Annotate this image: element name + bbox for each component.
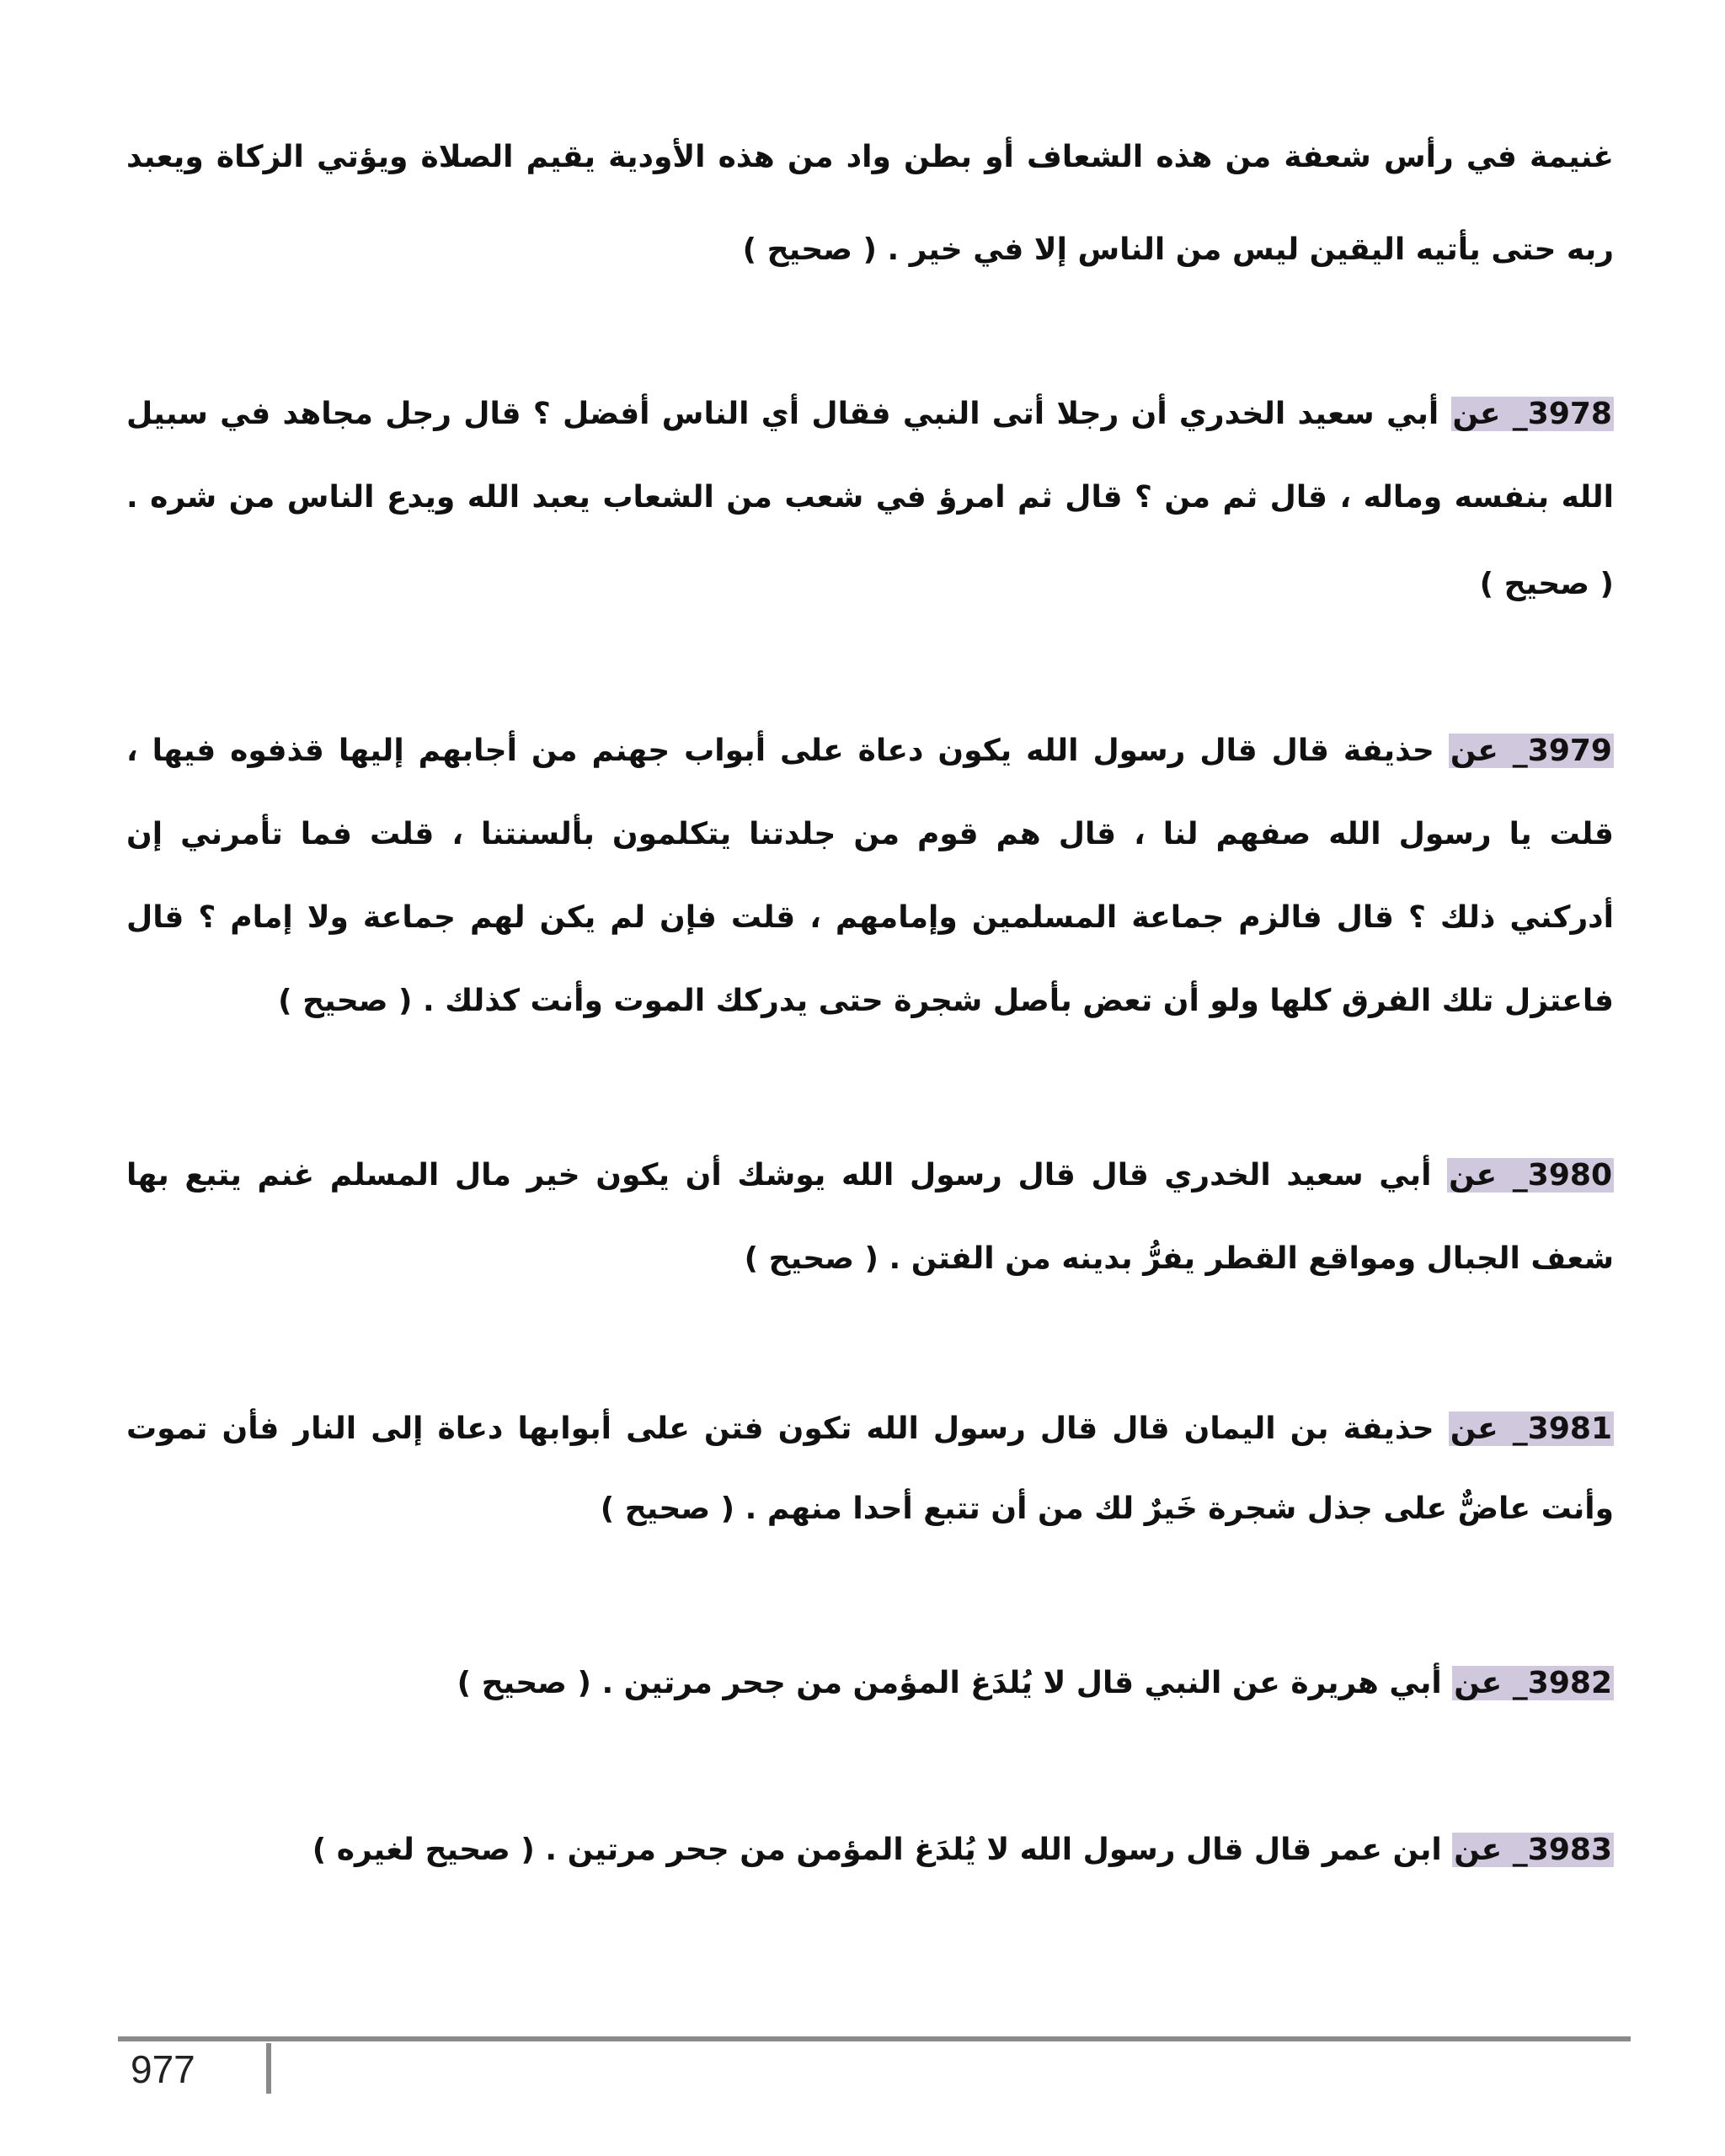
page-number: 977: [131, 2047, 195, 2091]
hadith-number-highlight: [1452, 1666, 1614, 1700]
text-line: ربه حتى يأتيه اليقين ليس من الناس إلا في خير . ( صحيح ): [742, 232, 1614, 267]
hadith-number-highlight: [1452, 1833, 1614, 1867]
hadith-prefix: عن: [1454, 1833, 1503, 1867]
text-line: فاعتزل تلك الفرق كلها ولو أن تعض بأصل شجرة حتى يدركك الموت وأنت كذلك . ( صحيح ): [278, 984, 1614, 1018]
hadith-number: 3983_: [1512, 1833, 1612, 1867]
hadith-number-highlight: [1447, 1158, 1614, 1193]
text-line: قلت يا رسول الله صفهم لنا ، قال هم قوم من جلدتنا يتكلمون بألسنتنا ، قلت فما تأمرني إن: [126, 817, 1614, 851]
hadith-prefix: عن: [1450, 1412, 1498, 1446]
hadith-number: 3981_: [1512, 1412, 1612, 1446]
text-line: وأنت عاضٌّ على جذل شجرة خَيرٌ لك من أن تتبع أحدا منهم . ( صحيح ): [600, 1492, 1614, 1526]
hadith-number: 3982_: [1512, 1666, 1612, 1700]
text-line: ( صحيح ): [1479, 567, 1614, 601]
text-line: [126, 1658, 1614, 1709]
text: أبي سعيد الخدري قال قال رسول الله يوشك أن يكون خير مال المسلم غنم يتبع بها: [126, 1158, 1432, 1193]
text-line: أدركني ذلك ؟ قال فالزم جماعة المسلمين وإمامهم ، قلت فإن لم يكن لهم جماعة ولا إمام ؟ قال: [126, 900, 1614, 935]
hadith-prefix: عن: [1449, 1158, 1498, 1193]
text-line: الله بنفسه وماله ، قال ثم من ؟ قال ثم امرؤ في شعب من الشعاب يعبد الله ويدع الناس من شره .: [126, 480, 1614, 515]
hadith-prefix: عن: [1452, 397, 1501, 431]
text: حذيفة قال قال رسول الله يكون دعاة على أبواب جهنم من أجابهم إليها قذفوه فيها ،: [126, 734, 1434, 768]
text: أبي هريرة عن النبي قال لا يُلدَغ المؤمن من جحر مرتين . ( صحيح ): [457, 1666, 1442, 1700]
text: حذيفة بن اليمان قال قال رسول الله تكون فتن على أبوابها دعاة إلى النار فأن تموت: [126, 1412, 1434, 1446]
text-line: شعف الجبال ومواقع القطر يفرُّ بدينه من الفتن . ( صحيح ): [744, 1241, 1614, 1276]
text-line: [126, 726, 1614, 776]
hadith-number-highlight: [1451, 397, 1614, 431]
hadith-number: 3978_: [1512, 397, 1612, 431]
text-line: [126, 1825, 1614, 1876]
text-line: [126, 389, 1614, 440]
hadith-number: 3980_: [1512, 1158, 1612, 1193]
text: ابن عمر قال قال رسول الله لا يُلدَغ المؤمن من جحر مرتين . ( صحيح لغيره ): [312, 1833, 1442, 1867]
text: أبي سعيد الخدري أن رجلا أتى النبي فقال أي الناس أفضل ؟ قال رجل مجاهد في سبيل: [126, 397, 1439, 431]
hadith-prefix: عن: [1450, 734, 1498, 768]
text-line: غنيمة في رأس شعفة من هذه الشعاف أو بطن واد من هذه الأودية يقيم الصلاة ويؤتي الزكاة ويعبد: [126, 140, 1614, 174]
hadith-number-highlight: [1449, 734, 1614, 768]
text-line: [126, 1404, 1614, 1454]
hadith-number: 3979_: [1512, 734, 1612, 768]
text-line: [126, 1150, 1614, 1201]
hadith-prefix: عن: [1454, 1666, 1503, 1700]
footer-divider: [266, 2043, 271, 2094]
hadith-number-highlight: [1449, 1412, 1614, 1446]
footer-rule: [118, 2036, 1631, 2041]
